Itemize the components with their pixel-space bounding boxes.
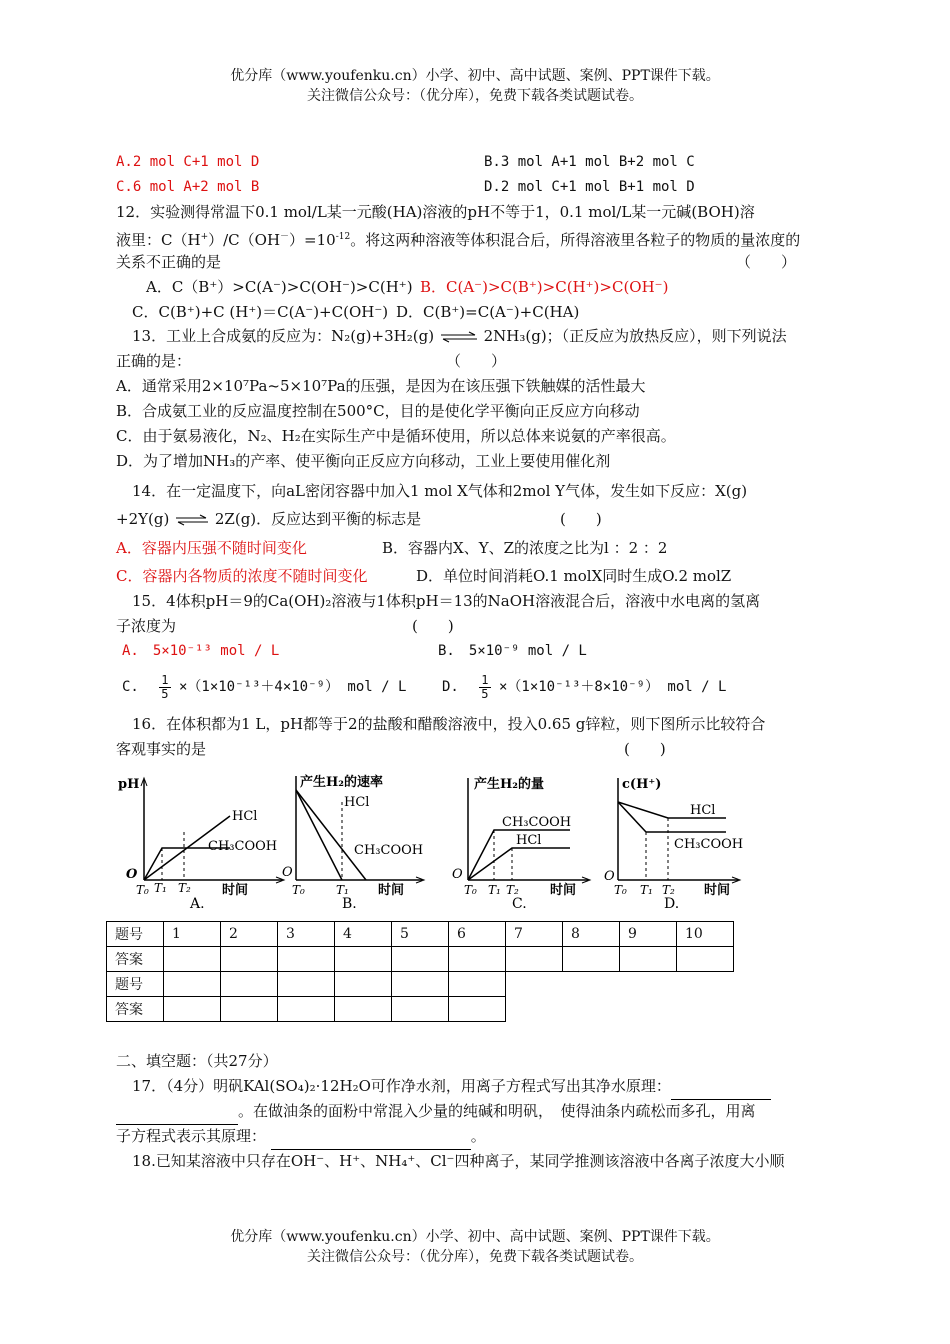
svg-text:T₀: T₀ <box>464 883 477 897</box>
svg-text:HCl: HCl <box>690 803 716 818</box>
q15-option-d-label: D. <box>442 679 459 695</box>
answer-table-2 <box>106 971 506 1022</box>
answer-table-1 <box>106 921 734 972</box>
q12-line1: 12．实验测得常温下0.1 mol/L某一元酸(HA)溶液的pH不等于1，0.1 mol/L某一元碱(BOH)溶 <box>116 203 755 221</box>
q14-options-cd <box>116 564 836 589</box>
q15-option-c-text: ×（1×10⁻¹³＋4×10⁻⁹） mol / L <box>178 679 407 695</box>
svg-text:HCl: HCl <box>516 833 542 848</box>
q15-options-ab <box>122 639 842 664</box>
q14-option-c: C．容器内各物质的浓度不随时间变化 <box>116 567 368 585</box>
header-line-1: 优分库（www.youfenku.cn）小学、初中、高中试题、案例、PPT课件下载。 <box>230 68 720 84</box>
graph-c-ylabel: 产生H₂的量 <box>474 777 544 792</box>
q13-option-c: C．由于氨易液化，N₂、H₂在实际生产中是循环使用，所以总体来说氨的产率很高。 <box>116 427 676 445</box>
table-row: 答案 <box>107 997 506 1022</box>
graph-b-ylabel: 产生H₂的速率 <box>300 775 383 790</box>
q12-line3: 关系不正确的是 （ ） <box>116 250 836 275</box>
q12-option-b: B．C(A⁻)>C(B⁺)>C(H⁺)>C(OH⁻) <box>420 278 669 296</box>
header-line-2: 关注微信公众号：（优分库），免费下载各类试题试卷。 <box>307 88 643 104</box>
svg-text:O: O <box>452 867 463 882</box>
q15-option-a: A. 5×10⁻¹³ mol / L <box>122 643 280 659</box>
q14-line2: +2Y(g) 2Z(g)．反应达到平衡的标志是 ( ) <box>116 507 836 532</box>
svg-text:T₂: T₂ <box>506 883 519 897</box>
q12-answer-paren: （ ） <box>736 253 797 271</box>
table-row: 题号 <box>107 972 506 997</box>
q11-option-c: C.6 mol A+2 mol B <box>116 179 260 195</box>
q14-options-ab <box>116 536 836 561</box>
q15-options-cd <box>122 670 842 704</box>
graph-d-caption: D. <box>664 896 680 912</box>
q15-option-b: B. 5×10⁻⁹ mol / L <box>438 643 587 659</box>
graph-a <box>112 772 292 912</box>
graph-b-caption: B. <box>342 896 357 912</box>
q15-option-c-label: C. <box>122 679 139 695</box>
svg-text:T₂: T₂ <box>662 883 675 897</box>
svg-text:CH₃COOH: CH₃COOH <box>208 839 278 854</box>
q11-option-a: A.2 mol C+1 mol D <box>116 154 260 170</box>
q15-fraction-d: $\frac{1}{5}$ <box>481 672 489 701</box>
q15-option-d-text: ×（1×10⁻¹³＋8×10⁻⁹） mol / L <box>498 679 727 695</box>
q11-option-d: D.2 mol C+1 mol B+1 mol D <box>484 179 695 195</box>
svg-text:HCl: HCl <box>232 809 258 824</box>
graph-a-caption: A. <box>190 896 205 912</box>
svg-text:T₁: T₁ <box>488 883 501 897</box>
svg-text:时间: 时间 <box>222 883 249 898</box>
q17-blank-1[interactable] <box>671 1074 771 1100</box>
q12-options-ab <box>146 275 866 300</box>
svg-text:T₀: T₀ <box>136 883 149 897</box>
q16-line2: 客观事实的是 ( ) <box>116 737 836 762</box>
q14-option-d: D．单位时间消耗O.1 molX同时生成O.2 molZ <box>416 567 732 585</box>
svg-text:O: O <box>126 867 138 882</box>
q11-options-row2 <box>116 175 836 200</box>
footer-line-1: 优分库（www.youfenku.cn）小学、初中、高中试题、案例、PPT课件下载。 <box>230 1229 720 1245</box>
q14-option-b: B．容器内X、Y、Z的浓度之比为l ：2 ：2 <box>382 539 668 557</box>
q13-line2: 正确的是： （ ） <box>116 349 836 374</box>
section2-title: 二、填空题：（共27分） <box>116 1052 278 1070</box>
q12-option-c: C．C(B⁺)+C (H⁺)＝C(A⁻)+C(OH⁻) <box>132 303 389 321</box>
svg-text:T₀: T₀ <box>292 883 305 897</box>
graph-a-ylabel: pH <box>118 777 140 792</box>
table-row: 答案 <box>107 947 734 972</box>
q13-answer-paren: （ ） <box>446 352 507 370</box>
q18-line1: 18.已知某溶液中只存在OH⁻、H⁺、NH₄⁺、Cl⁻四种离子，某同学推测该溶液中各离子浓度大小顺 <box>132 1152 785 1170</box>
q17-line2: 。在做油条的面粉中常混入少量的纯碱和明矾， 使得油条内疏松而多孔，用离 <box>116 1099 836 1125</box>
svg-text:时间: 时间 <box>378 883 405 898</box>
q16-line1: 16．在体积都为1 L，pH都等于2的盐酸和醋酸溶液中，投入0.65 g锌粒，则下图所示比较符合 <box>132 715 766 733</box>
equilibrium-arrow-icon <box>174 513 210 527</box>
svg-text:HCl: HCl <box>344 795 370 810</box>
svg-text:T₀: T₀ <box>614 883 627 897</box>
graph-d <box>600 772 750 912</box>
q15-fraction-c: $\frac{1}{5}$ <box>161 672 169 701</box>
svg-text:CH₃COOH: CH₃COOH <box>502 815 572 830</box>
q17-line3: 子方程式表示其原理： 。 <box>116 1124 836 1150</box>
q13-option-b: B．合成氨工业的反应温度控制在500°C，目的是使化学平衡向正反应方向移动 <box>116 402 640 420</box>
svg-text:时间: 时间 <box>550 883 577 898</box>
svg-text:T₂: T₂ <box>178 881 191 895</box>
table-row: 题号 1 2 3 4 5 6 7 8 9 10 <box>107 922 734 947</box>
svg-text:T₁: T₁ <box>154 881 167 895</box>
graph-b <box>282 772 432 912</box>
graph-d-ylabel: c(H⁺) <box>622 777 662 792</box>
q12-option-d: D．C(B⁺)=C(A⁻)+C(HA) <box>396 303 580 321</box>
svg-text:CH₃COOH: CH₃COOH <box>674 837 744 852</box>
footer-line-2: 关注微信公众号：（优分库），免费下载各类试题试卷。 <box>307 1249 643 1265</box>
q13-option-a: A．通常采用2×10⁷Pa~5×10⁷Pa的压强，是因为在该压强下铁触媒的活性最大 <box>116 377 646 395</box>
graph-c <box>450 772 600 912</box>
q16-answer-paren: ( ) <box>624 740 666 758</box>
q13-option-d: D．为了增加NH₃的产率、使平衡向正反应方向移动，工业上要使用催化剂 <box>116 452 611 470</box>
q12-option-a: A．C（B⁺）>C(A⁻)>C(OH⁻)>C(H⁺) <box>146 278 413 296</box>
svg-text:CH₃COOH: CH₃COOH <box>354 843 424 858</box>
q14-answer-paren: ( ) <box>560 510 602 528</box>
q15-answer-paren: ( ) <box>412 617 454 635</box>
q15-line2: 子浓度为 ( ) <box>116 614 836 639</box>
q11-options-row1 <box>116 150 836 175</box>
q14-line1: 14．在一定温度下，向aL密闭容器中加入1 mol X气体和2mol Y气体，发生如下反应：X(g) <box>132 482 748 500</box>
svg-text:T₁: T₁ <box>640 883 653 897</box>
equilibrium-arrow-icon <box>439 330 479 344</box>
svg-text:T₁: T₁ <box>336 883 349 897</box>
q14-option-a: A．容器内压强不随时间变化 <box>116 539 307 557</box>
graph-c-caption: C. <box>512 896 527 912</box>
q17-blank-3[interactable] <box>271 1124 471 1150</box>
svg-text:O: O <box>282 865 293 880</box>
q17-blank-2[interactable] <box>116 1099 238 1125</box>
q17-line1: 17．（4分）明矾KAl(SO₄)₂·12H₂O可作净水剂，用离子方程式写出其净水原理： <box>132 1074 852 1100</box>
q13-line1: 13．工业上合成氨的反应为：N₂(g)+3H₂(g) 2NH₃(g)；（正反应为放热反应），则下列说法 <box>132 327 787 345</box>
q11-option-b: B.3 mol A+1 mol B+2 mol C <box>484 154 695 170</box>
svg-text:O: O <box>604 869 615 884</box>
q12-line2: 液里：$C(H^+)/C(OH^-)=10^{-12}$。将这两种溶液等体积混合后，所得溶液里各粒子的物质的量浓度的 <box>116 231 801 249</box>
q15-line1: 15．4体积pH＝9的Ca(OH)₂溶液与1体积pH＝13的NaOH溶液混合后，溶液中水电离的氢离 <box>132 592 761 610</box>
q12-options-cd <box>132 300 852 325</box>
svg-text:时间: 时间 <box>704 883 731 898</box>
